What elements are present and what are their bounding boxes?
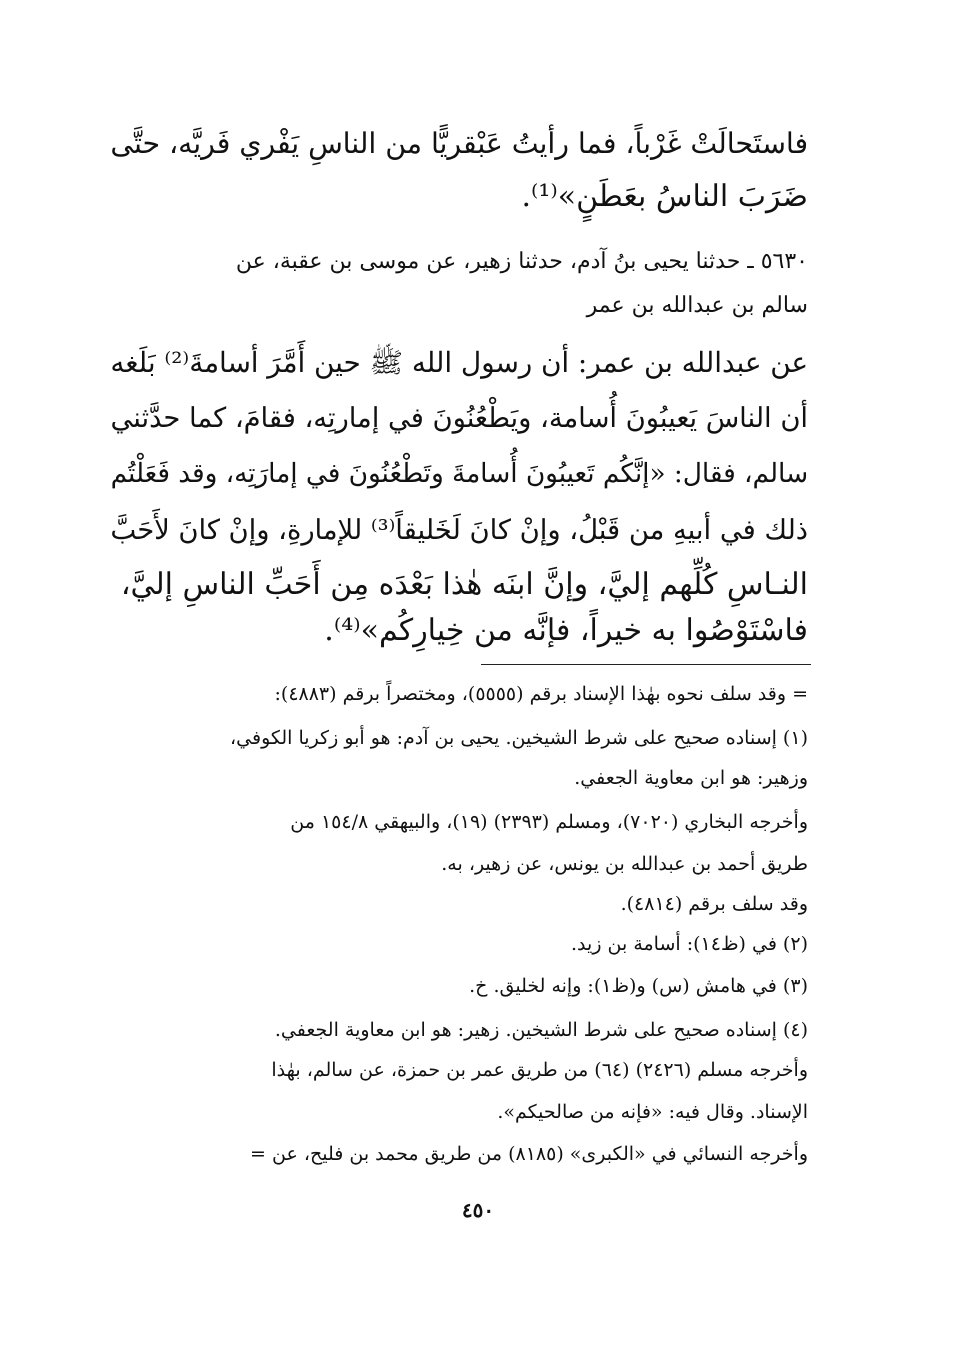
hadith-text-line: ذلك في أبيهِ من قَبْلُ، وإنْ كانَ لَخَليقاً⁽³⁾ للإمارةِ، وإنْ كانَ لأَحَبَّ	[110, 515, 808, 546]
footnote-line: الإسناد. وقال فيه: «فإنه من صالحيكم».	[497, 1101, 808, 1123]
footnote-line: وزهير: هو ابن معاوية الجعفي.	[574, 767, 808, 789]
hadith-number-line: ٥٦٣٠ ـ حدثنا يحيى بنُ آدم، حدثنا زهير، عن موسى بن عقبة، عن	[235, 249, 808, 274]
hadith-text-line: أن الناسَ يَعيبُونَ أُسامة، ويَطْعُنُونَ في إمارتِه، فقامَ، كما حدَّثني	[110, 403, 808, 434]
footnote-separator	[481, 664, 811, 665]
hadith-text-line: النـاسِ كُلِّهم إليَّ، وإنَّ ابنَه هٰذا بَعْدَه مِن أَحَبِّ الناسِ إليَّ،	[120, 567, 808, 602]
hadith-text-line: سالم، فقال: «إنَّكُم تَعيبُونَ أُسامةَ وتَطْعُنُونَ في إمارَتِه، وقد فَعَلْتُم	[110, 459, 808, 489]
footnote-line: وقد سلف برقم (٤٨١٤).	[620, 893, 808, 915]
hadith-text-line: عن عبدالله بن عمر: أن رسول الله ﷺ حين أَمَّرَ أسامةَ⁽²⁾ بَلَغه	[110, 346, 808, 379]
footnote-line: = وقد سلف نحوه بهٰذا الإسناد برقم (٥٥٥٥)، ومختصراً برقم (٤٨٨٣):	[274, 683, 808, 705]
page-number: ٤٥٠	[461, 1198, 495, 1222]
main-text-line: ضَرَبَ الناسُ بعَطَنٍ»⁽¹⁾.	[521, 179, 808, 214]
footnote-line: طريق أحمد بن عبدالله بن يونس، عن زهير، به.	[441, 853, 808, 875]
hadith-text-line: فاسْتَوْصُوا به خيراً، فإنَّه من خِيارِكُم»⁽⁴⁾.	[324, 613, 808, 648]
footnote-line: (٤) إسناده صحيح على شرط الشيخين. زهير: هو ابن معاوية الجعفي.	[274, 1019, 808, 1041]
footnote-line: (٢) في (ظ١٤): أسامة بن زيد.	[571, 933, 808, 955]
footnote-line: (١) إسناده صحيح على شرط الشيخين. يحيى بن آدم: هو أبو زكريا الكوفي،	[230, 727, 808, 749]
isnad-line: سالم بن عبدالله بن عمر	[586, 293, 808, 318]
footnote-line: وأخرجه البخاري (٧٠٢٠)، ومسلم (٢٣٩٣) (١٩)، والبيهقي ١٥٤/٨ من	[290, 811, 808, 833]
footnote-line: وأخرجه مسلم (٢٤٢٦) (٦٤) من طريق عمر بن حمزة، عن سالم، بهٰذا	[271, 1059, 808, 1081]
footnote-line: (٣) في هامش (س) و(ظ١): وإنه لخليق. خ.	[469, 975, 808, 997]
footnote-line: وأخرجه النسائي في «الكبرى» (٨١٨٥) من طريق محمد بن فليح، عن =	[250, 1143, 808, 1165]
main-text-line: فاستَحالَتْ غَرْباً، فما رأيتُ عَبْقريًّا من الناسِ يَفْري فَريَّه، حتَّى	[110, 127, 808, 160]
